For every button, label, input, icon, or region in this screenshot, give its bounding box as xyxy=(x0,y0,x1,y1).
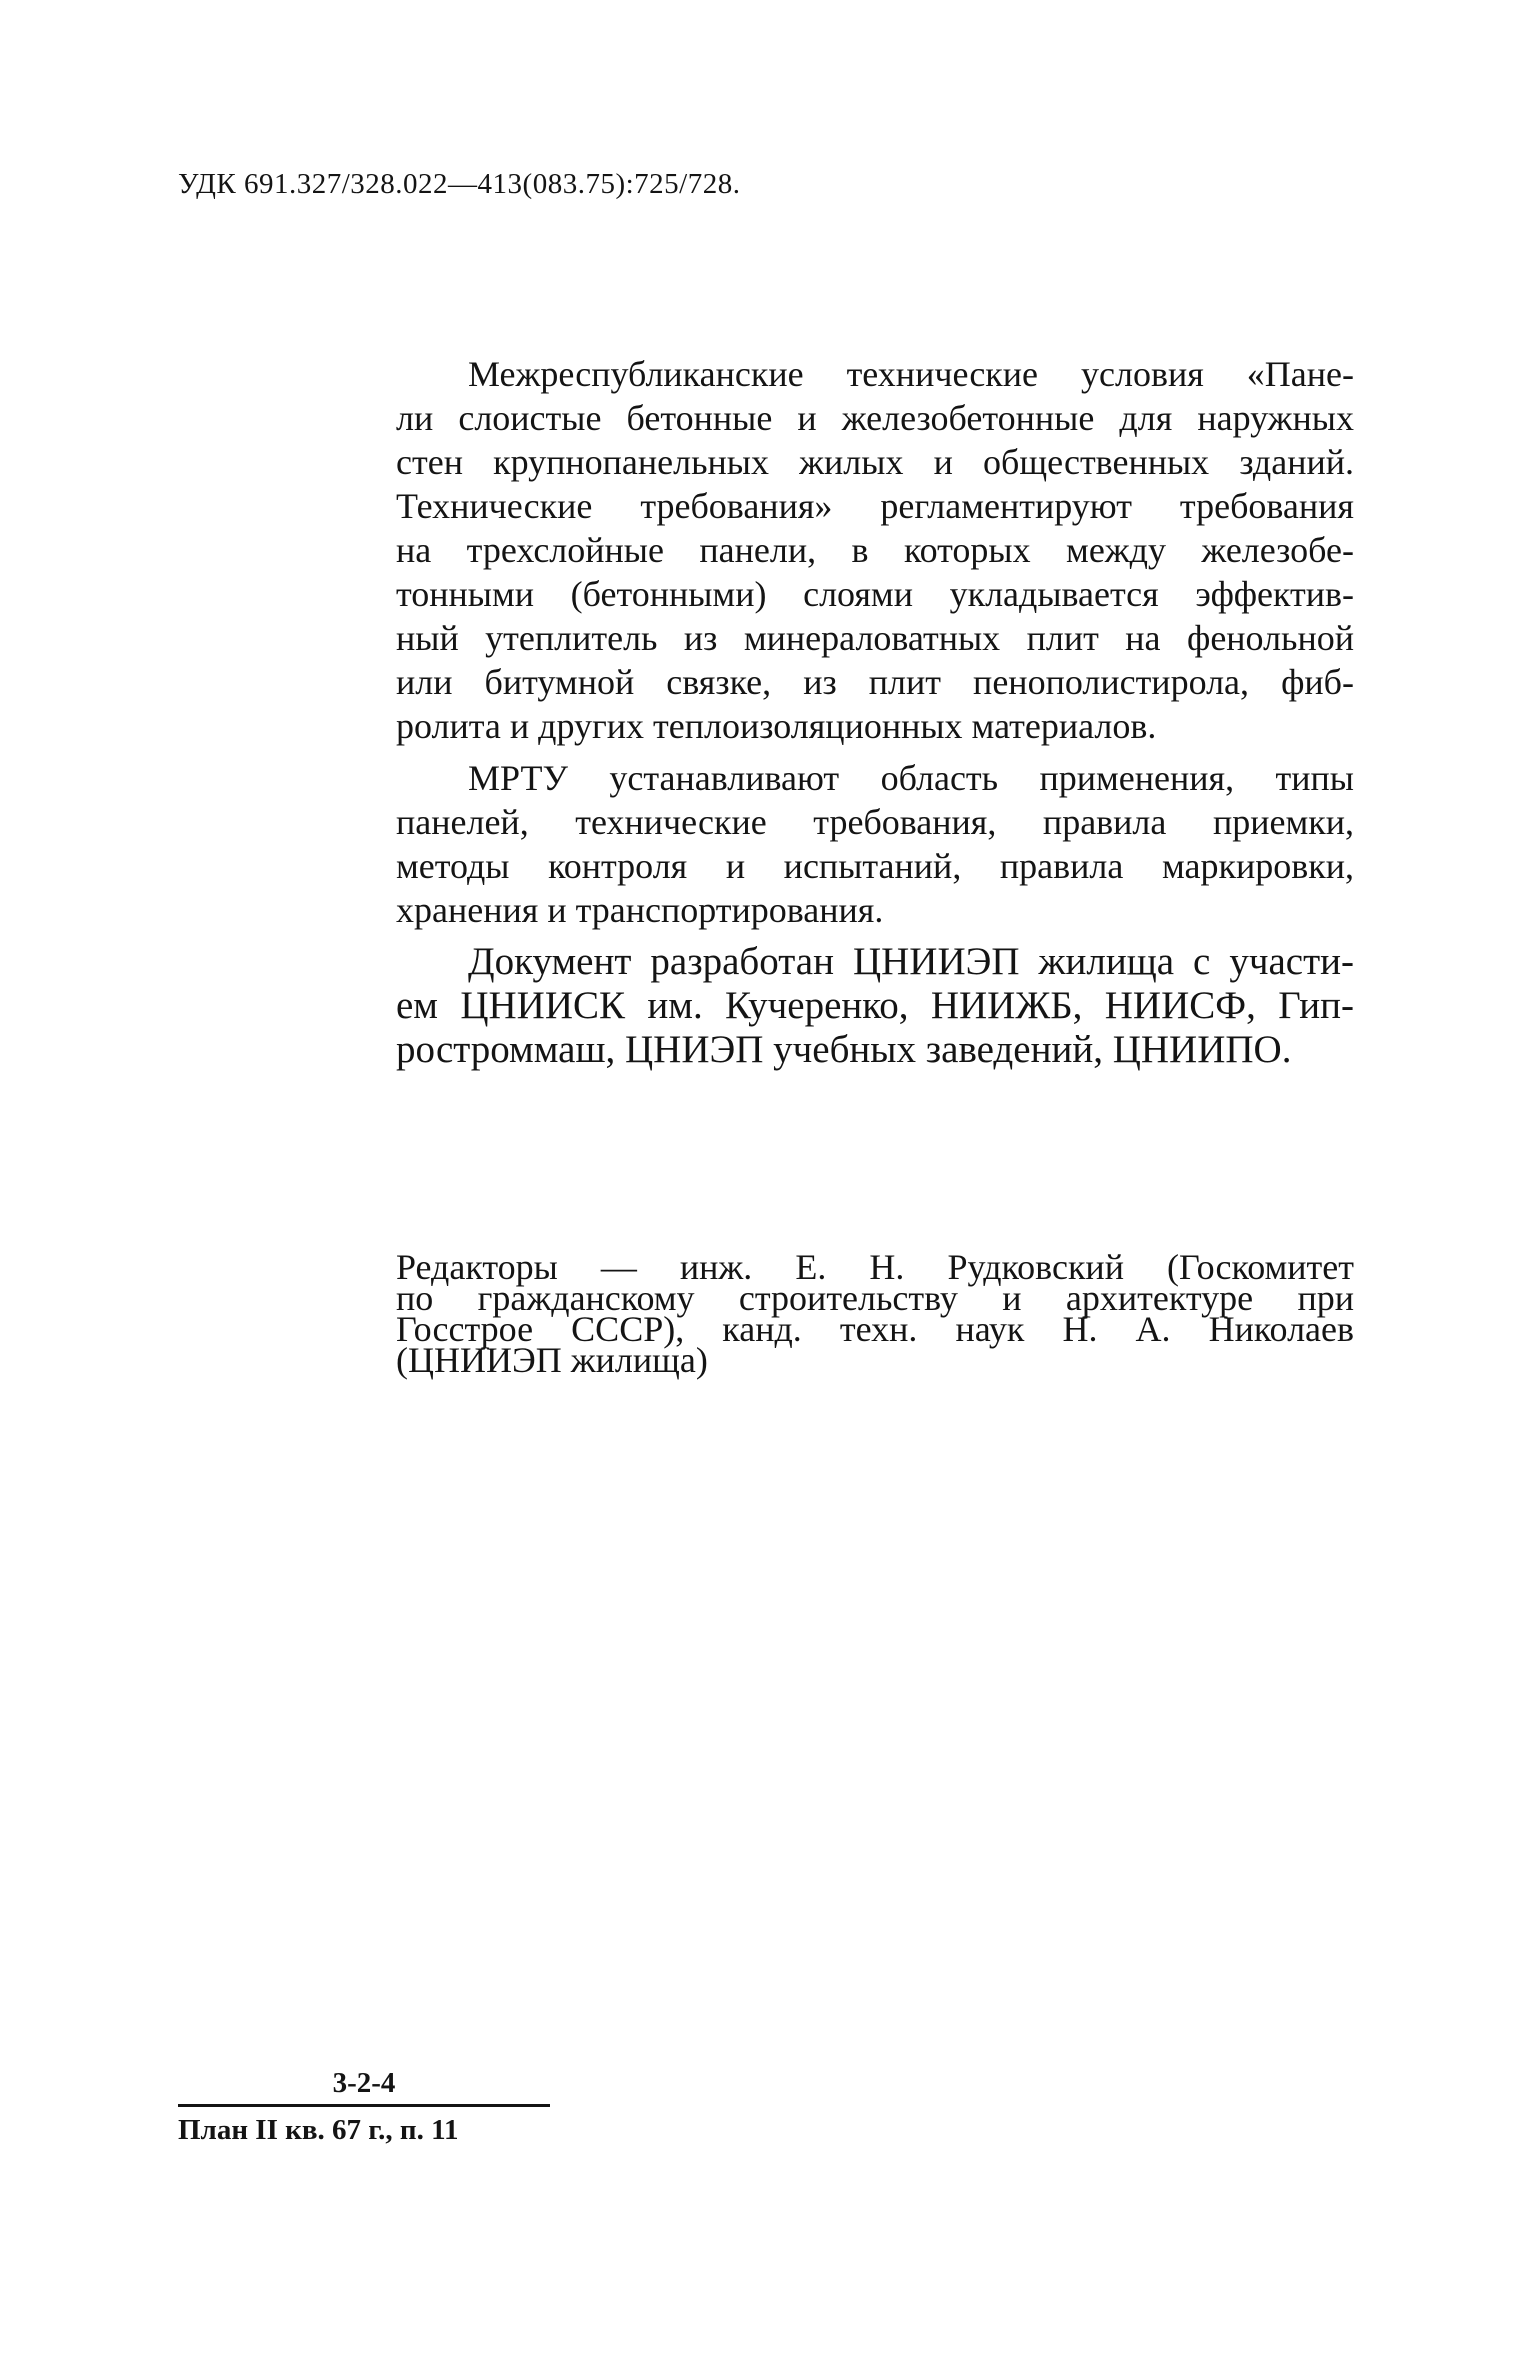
text-line: ростроммаш, ЦНИЭП учебных заведений, ЦНИИПО. xyxy=(396,1028,1292,1071)
text-line: Технические требования» регламентируют требования xyxy=(396,486,1354,526)
footer-divider xyxy=(178,2104,550,2107)
text-line: МРТУ устанавливают область применения, типы xyxy=(468,758,1354,798)
text-line: на трехслойные панели, в которых между железобе- xyxy=(396,530,1354,570)
editors-line: по гражданскому строительству и архитектуре при xyxy=(396,1278,1354,1318)
footer-plan: План II кв. 67 г., п. 11 xyxy=(178,2114,459,2146)
text-line: Межреспубликанские технические условия «Пане- xyxy=(468,354,1354,394)
editors-line: (ЦНИИЭП жилища) xyxy=(396,1340,708,1380)
abstract-text xyxy=(396,352,1354,1080)
text-line: или битумной связке, из плит пенополистирола, фиб- xyxy=(396,662,1354,702)
text-line: ем ЦНИИСК им. Кучеренко, НИИЖБ, НИИСФ, Гип- xyxy=(396,984,1354,1027)
text-line: методы контроля и испытаний, правила маркировки, xyxy=(396,846,1354,886)
text-line: ли слоистые бетонные и железобетонные для наружных xyxy=(396,398,1354,438)
publication-footer xyxy=(178,2066,550,2147)
text-line: стен крупнопанельных жилых и общественных зданий. xyxy=(396,442,1354,482)
editors-block xyxy=(396,1247,1354,1380)
text-line: ролита и других теплоизоляционных материалов. xyxy=(396,706,1157,746)
text-line: тонными (бетонными) слоями укладывается эффектив- xyxy=(396,574,1354,614)
text-line: ный утеплитель из минераловатных плит на фенольной xyxy=(396,618,1354,658)
udk-classification: УДК 691.327/328.022—413(083.75):725/728. xyxy=(178,168,741,200)
abstract-paragraph-1 xyxy=(396,352,1354,748)
text-line: Документ разработан ЦНИИЭП жилища с участи- xyxy=(468,940,1354,983)
abstract-paragraph-3 xyxy=(396,940,1354,1072)
text-line: хранения и транспортирования. xyxy=(396,890,884,930)
editors-line: Госстрое СССР), канд. техн. наук Н. А. Николаев xyxy=(396,1309,1354,1349)
editors-line: Редакторы — инж. Е. Н. Рудковский (Госкомитет xyxy=(396,1247,1354,1287)
footer-code: 3-2-4 xyxy=(332,2067,396,2099)
text-line: панелей, технические требования, правила приемки, xyxy=(396,802,1354,842)
abstract-paragraph-2 xyxy=(396,756,1354,932)
